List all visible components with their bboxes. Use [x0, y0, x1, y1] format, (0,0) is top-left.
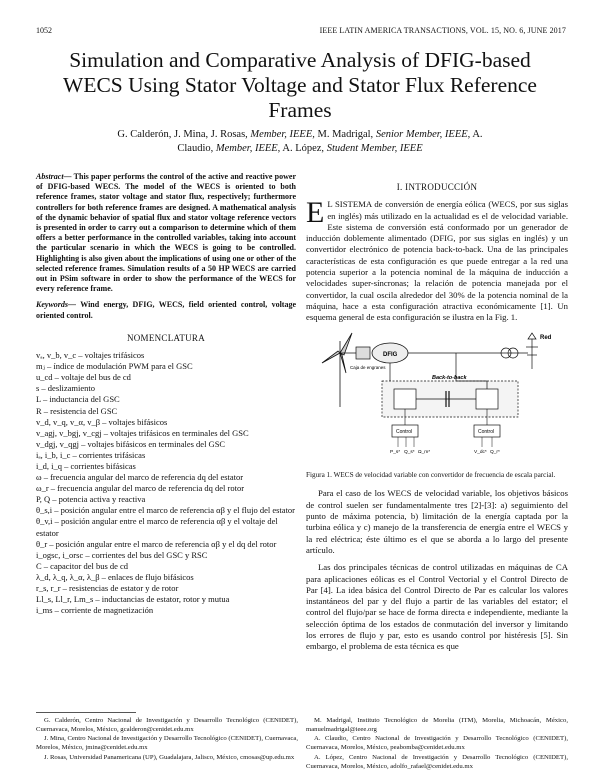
nomenclature-heading: NOMENCLATURA [126, 332, 206, 343]
nomenclature-item: vₐ, v_b, v_c – voltajes trifásicos [36, 350, 145, 361]
abstract-label: Abstract— [36, 172, 72, 181]
footnote-right: A. López, Centro Nacional de Investigación y Desarrollo Tecnológico (CENIDET), Cuernavaca, Morelos, México, adolfo_rafael@cenidet.edu.mx [306, 753, 568, 770]
intro-heading: I. INTRODUCCIÓN [396, 182, 478, 192]
author-madrigal: M. Madrigal, [317, 129, 374, 140]
nomenclature-item: i_ogsc, i_orsc – corrientes del bus del GSC y RSC [36, 549, 208, 560]
right-column [306, 182, 568, 653]
grid-label: Red [540, 335, 552, 342]
dfig-label: DFIG [383, 352, 398, 359]
intro-p1-text: L SISTEMA de conversión de energía eólica (WECS, por sus siglas en inglés) más utilizado en la actualidad es el de velocidad variable. Este sistema de conversión está conformado por un generador de inducción doblemente alimentado (DFIG, por sus siglas en inglés) y un convertidor electrónico de potencia back-to-back. Una de las principales características de esta configuración es que puede entregar a la red una potencia superior a la potencia nominal de la máquina de inducción a velocidades super-síncronas; la relación de potencia manejada por el convertidor, la cual oscila alrededor del 30% de la potencia nominal de la máquina, hace a esta configuración atractiva económicamente [1]. Un esquema general de esta configuración se ilustra en la Fig. 1. [306, 199, 568, 323]
footnote-left: J. Mina, Centro Nacional de Investigación y Desarrollo Tecnológico (CENIDET), Cuernavaca, Morelos, México, jmina@cenidet.edu.mx [36, 735, 298, 752]
gearbox-block [356, 347, 370, 359]
author-lopez: A. López, [282, 143, 325, 154]
grid-icon [526, 333, 538, 369]
author-a: A. [472, 129, 483, 140]
rsc-block [394, 389, 416, 409]
nomenclature-item: i_d, i_q – corrientes bifásicas [36, 460, 136, 471]
nomenclature-item: v_dgj, v_qgj – voltajes bifásicos en terminales del GSC [36, 438, 226, 449]
nomenclature-item: Ll_s, Ll_r, Lm_s – inductancias de estator, rotor y mutua [36, 594, 230, 605]
btb-label: Back-to-back [432, 375, 467, 382]
footnotes-left [36, 717, 298, 764]
author-affil-member2: Member, IEEE, [215, 143, 281, 154]
footnotes-right [306, 717, 568, 772]
figure-caption: Figura 1. WECS de velocidad variable con convertidor de frecuencia de escala parcial. [306, 471, 556, 480]
intro-paragraph-3: Las dos principales técnicas de control utilizadas en máquinas de CA para aplicaciones eólicas es el Control Vectorial y el Control Directo de Par [4]. La idea básica del Control Directo de Par es calcular los valores instantáneos del par y del flujo a partir de las variables del estator; el control del flujo/par se hace de forma directa e independiente, mediante la selección óptima de los estados de conmutación del inversor y limitando los errores de flujo y par, esto es usando control por histéresis [5]. Sin embargo, el problema de esta técnica es que [306, 562, 568, 652]
author-affil-senior: Senior Member, IEEE, [375, 129, 471, 140]
author-list [60, 128, 540, 156]
ps-ref-label: P_s* [390, 450, 401, 456]
nomenclature-item: i_ms – corriente de magnetización [36, 605, 154, 616]
nomenclature-list [36, 350, 296, 616]
left-column [36, 172, 296, 616]
nomenclature-item: v_d, v_q, v_α, v_β – voltajes bifásicos [36, 416, 168, 427]
nomenclature-item: L – inductancia del GSC [36, 394, 120, 405]
nomenclature-item: s – deslizamiento [36, 383, 96, 394]
qr-ref-label: Q_r* [490, 450, 500, 456]
qs-ref-label: Q_s* [404, 450, 415, 456]
drop-cap: E [306, 196, 325, 230]
nomenclature-item: λ_d, λ_q, λ_α, λ_β – enlaces de flujo bifásicos [36, 571, 194, 582]
control-label-2: Control [478, 429, 495, 436]
gearbox-label: Caja de engranes [350, 365, 386, 371]
paper-title: Simulation and Comparative Analysis of DFIG-based WECS Using Stator Voltage and Stator Flux Reference Frames [63, 48, 537, 122]
keywords-text: Wind energy, DFIG, WECS, field oriented control, voltage oriented control. [36, 300, 296, 320]
abstract-text: This paper performs the control of the active and reactive power of DFIG-based WECS. The model of the WECS is oriented to both reference frames, stator voltage and stator flux, respectively; furthermore controllers for both reference frames are designed. A mathematical analysis of the dynamic behavior of spatial flux and stator voltage reference vectors is presented in order to carry out a comparison to determine which of them offers a better performance in the controlled variables, taking into account the particular scenario in which the WECS is going to be controlled. Highlighting is also given about the implications of using one or other of the selected reference frames. Simulation results of a 50 HP WECS are carried out in PSim software in order to show the performance of the WECS for every reference frame. [36, 172, 296, 294]
intro-paragraph-2: Para el caso de los WECS de velocidad variable, los objetivos básicos de control suelen ser fundamentalmente tres [2]-[3]: a) seguimiento del punto de máxima potencia, b) limitación de la energía captada por la turbina eólica y c) manejo de la transferencia de energía entre el WECS y la red eléctrica; éste último es el que se aborda a lo largo del presente artículo. [306, 488, 568, 555]
keywords [36, 300, 296, 320]
nomenclature-item: C – capacitor del bus de cd [36, 560, 129, 571]
nomenclature-item: v_agj, v_bgj, v_cgj – voltajes trifásicos en terminales del GSC [36, 427, 249, 438]
nomenclature-item: mⱼ – índice de modulación PWM para el GSC [36, 361, 193, 372]
footnote-right: A. Claudio, Centro Nacional de Investigación y Desarrollo Tecnológico (CENIDET), Cuernavaca, Morelos, México, peabomba@cenidet.edu.mx [306, 735, 568, 752]
footnote-right: M. Madrigal, Instituto Tecnológico de Morelia (ITM), Morelia, Michoacán, México, manuelmadrigal@ieee.org [306, 717, 568, 733]
nomenclature-item: ω – frecuencia angular del marco de referencia dq del estator [36, 472, 244, 483]
vdc-ref-label: V_dc* [474, 450, 487, 456]
nomenclature-item: P, Q – potencia activa y reactiva [36, 494, 146, 505]
footnote-rule [36, 712, 136, 713]
author-claudio: Claudio, [177, 143, 214, 154]
journal-info: IEEE LATIN AMERICA TRANSACTIONS, VOL. 15, NO. 6, JUNE 2017 [319, 26, 566, 35]
author-affil-member: Member, IEEE, [250, 129, 315, 140]
nomenclature-item: θ_v,i – posición angular entre el marco de referencia αβ y el voltaje del estator [36, 516, 278, 538]
nomenclature-item: R – resistencia del GSC [36, 405, 118, 416]
keywords-label: Keywords— [36, 300, 76, 310]
nomenclature-item: u_cd – voltaje del bus de cd [36, 372, 131, 383]
wind-turbine-icon [322, 333, 368, 407]
nomenclature-item: iₐ, i_b, i_c – corrientes trifásicas [36, 449, 146, 460]
nomenclature-item: r_s, r_r – resistencias de estator y de rotor [36, 583, 179, 594]
page-number: 1052 [36, 26, 52, 35]
footnote-left: G. Calderón, Centro Nacional de Investigación y Desarrollo Tecnológico (CENIDET), Cuernavaca, Morelos, México, gcalderon@cenidet.edu.mx [36, 717, 298, 733]
control-label-1: Control [396, 429, 413, 436]
wecs-diagram [306, 329, 568, 469]
authors-line1: G. Calderón, J. Mina, J. Rosas, [117, 129, 248, 140]
gsc-block [476, 389, 498, 409]
abstract [36, 172, 296, 294]
nomenclature-item: θ_r – posición angular entre el marco de referencia αβ y el dq del rotor [36, 538, 277, 549]
nomenclature-item: θ_s,i – posición angular entre el marco de referencia αβ y el flujo del estator [36, 505, 296, 516]
figure-1 [306, 329, 568, 469]
author-affil-student: Student Member, IEEE [326, 143, 423, 154]
omega-ref-label: Ω_m* [418, 450, 431, 456]
intro-paragraph-1 [306, 196, 568, 323]
nomenclature-item: ω_r – frecuencia angular del marco de referencia dq del rotor [36, 483, 245, 494]
footnote-left: J. Rosas, Universidad Panamericana (UP), Guadalajara, Jalisco, México, cmosas@up.edu.mx [44, 753, 295, 761]
